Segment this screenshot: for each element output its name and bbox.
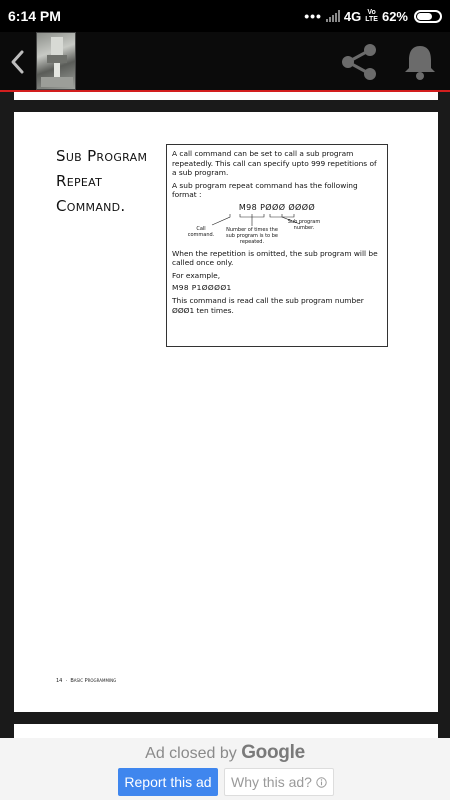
paragraph-5: This command is read call the sub program number ØØØ1 ten times.: [172, 295, 364, 315]
google-logo: Google: [241, 742, 305, 763]
page-footer: [56, 678, 116, 684]
volte-bottom: LTE: [365, 16, 378, 23]
document-thumbnail[interactable]: [36, 32, 76, 90]
label-subprogram-number: Sub program number.: [287, 218, 321, 231]
label-call-command: Call command.: [187, 225, 215, 238]
footer-separator: ·: [65, 678, 68, 684]
example-code: M98 P1ØØØØ1: [172, 283, 232, 293]
next-page-edge: [14, 724, 438, 738]
signal-icon: [326, 10, 340, 22]
heading-line-3: Command.: [56, 197, 126, 215]
paragraph-4: For example,: [172, 270, 221, 280]
previous-page-edge: [14, 92, 438, 100]
status-time: 6:14 PM: [8, 8, 61, 24]
battery-icon: [414, 10, 442, 23]
footer-title: Basic Programming: [70, 678, 117, 684]
why-this-ad-button[interactable]: [224, 768, 334, 796]
notification-dots: •••: [304, 8, 322, 24]
heading-line-2: Repeat: [56, 172, 103, 190]
section-heading: [56, 144, 156, 219]
content-box: [166, 144, 388, 347]
app-bar: [0, 32, 450, 92]
network-type: 4G: [343, 8, 362, 24]
back-arrow-icon[interactable]: [8, 48, 28, 76]
label-repeat-times: Number of times the sub program is to be repeated.: [226, 226, 278, 245]
share-icon[interactable]: [338, 42, 382, 82]
format-diagram: [172, 213, 382, 249]
report-ad-button[interactable]: Report this ad: [118, 768, 218, 796]
bell-icon[interactable]: [398, 40, 442, 84]
format-code: M98 PØØØ ØØØØ: [238, 202, 316, 212]
paragraph-1: A call command can be set to call a sub program repeatedly. This call can specify upto 999 repetitions of a sub program.: [172, 149, 377, 178]
why-this-ad-label: Why this ad?: [231, 774, 312, 790]
ad-closed-text: Ad closed by: [145, 745, 237, 762]
volte-icon: [365, 9, 378, 23]
document-page: [14, 112, 438, 712]
ad-closed-message: [0, 742, 450, 764]
paragraph-2: A sub program repeat command has the following format :: [172, 180, 358, 200]
volte-top: Vo: [367, 9, 376, 16]
battery-percent: 62%: [381, 8, 408, 24]
status-indicators: [304, 8, 442, 24]
page-number: 14: [56, 678, 63, 684]
info-icon: [316, 777, 327, 788]
status-bar: [0, 0, 450, 32]
heading-line-1: Sub Program: [56, 147, 148, 165]
ad-banner: [0, 738, 450, 800]
paragraph-3: When the repetition is omitted, the sub program will be called once only.: [172, 248, 378, 268]
